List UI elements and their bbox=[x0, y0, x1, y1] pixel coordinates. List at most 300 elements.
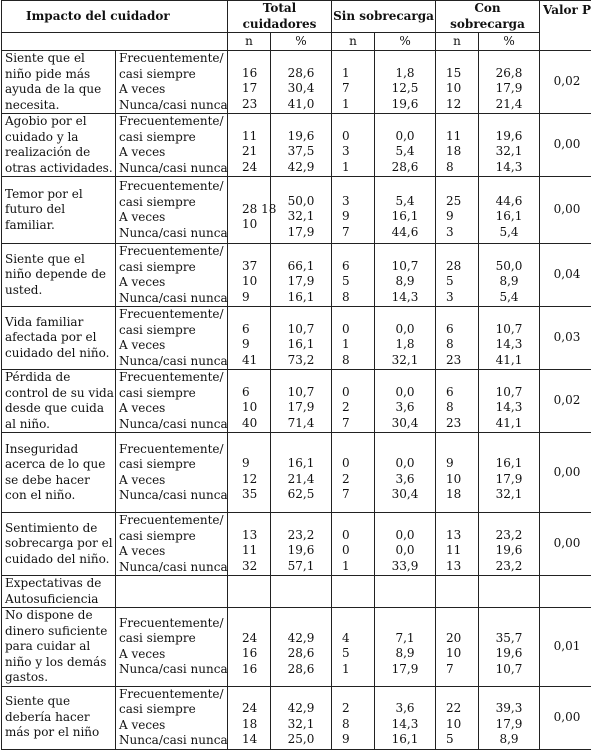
total-n-value: 13 bbox=[242, 527, 258, 542]
p-value: 0,00 bbox=[540, 513, 591, 576]
sin-n-value: 8 bbox=[342, 716, 350, 731]
con-pct-value: 14,3 bbox=[495, 159, 523, 174]
response-option: Frecuentemente/ bbox=[119, 370, 224, 384]
total-pct bbox=[271, 370, 332, 433]
p-value: 0,04 bbox=[540, 244, 591, 307]
sin-n-value: 1 bbox=[342, 337, 350, 352]
con-n-value: 28 bbox=[446, 258, 462, 273]
response-option: Frecuentemente/ bbox=[119, 513, 224, 527]
total-n-value: 14 bbox=[242, 732, 258, 747]
header-sin: Sin sobrecarga bbox=[332, 1, 436, 33]
table-row bbox=[2, 307, 591, 370]
sin-pct-value: 19,6 bbox=[391, 96, 419, 111]
sin-pct-value: 5,4 bbox=[395, 193, 415, 208]
con-pct-value: 32,1 bbox=[495, 487, 523, 502]
con-n-value: 3 bbox=[446, 289, 454, 304]
con-n bbox=[436, 307, 479, 370]
total-n-value: 9 bbox=[242, 456, 250, 471]
con-pct-value: 8,9 bbox=[499, 274, 519, 289]
total-pct bbox=[271, 244, 332, 307]
header-n: n bbox=[436, 33, 479, 51]
sin-pct-value: 30,4 bbox=[391, 487, 419, 502]
total-n-value: 16 bbox=[242, 646, 258, 660]
con-pct bbox=[479, 244, 540, 307]
response-option: casi siempre bbox=[119, 66, 196, 81]
sin-pct-value: 1,8 bbox=[395, 65, 415, 80]
response-option: A veces bbox=[119, 472, 166, 487]
con-n-value: 13 bbox=[446, 558, 462, 573]
total-pct-value: 50,0 bbox=[287, 193, 315, 208]
con-pct-value: 19,6 bbox=[495, 128, 523, 143]
sin-pct-value: 1,8 bbox=[395, 337, 415, 352]
total-pct-value: 28,6 bbox=[287, 646, 315, 660]
sin-pct bbox=[375, 177, 436, 244]
sin-n-value: 6 bbox=[342, 258, 350, 273]
sin-n-value: 0 bbox=[342, 128, 350, 143]
response-option: A veces bbox=[119, 145, 166, 159]
con-pct-value: 32,1 bbox=[495, 144, 523, 159]
section-label: Expectativas de Autosuficiencia bbox=[2, 576, 116, 608]
total-n-value: 35 bbox=[242, 487, 258, 502]
total-n bbox=[228, 114, 271, 177]
con-n bbox=[436, 433, 479, 513]
con-n-value: 23 bbox=[446, 352, 462, 367]
sin-n bbox=[332, 608, 375, 687]
sin-n-value: 2 bbox=[342, 400, 350, 415]
con-pct bbox=[479, 114, 540, 177]
table-row bbox=[2, 51, 591, 114]
table-row bbox=[2, 608, 591, 687]
sin-n-value: 0 bbox=[342, 543, 350, 558]
response-option: Nunca/casi nunca bbox=[119, 662, 228, 677]
total-pct-value: 32,1 bbox=[287, 209, 315, 224]
sin-pct bbox=[375, 114, 436, 177]
con-pct-value: 50,0 bbox=[495, 258, 523, 273]
sin-n-value: 0 bbox=[342, 456, 350, 471]
total-n-value: 24 bbox=[242, 630, 258, 645]
table-body bbox=[2, 51, 591, 750]
sin-pct-value: 14,3 bbox=[391, 716, 419, 731]
con-pct bbox=[479, 370, 540, 433]
response-option: Nunca/casi nunca bbox=[119, 225, 228, 240]
sin-n-value: 7 bbox=[342, 224, 350, 239]
con-n bbox=[436, 244, 479, 307]
response-option: Frecuentemente/ bbox=[119, 307, 224, 321]
con-pct-value: 44,6 bbox=[495, 193, 523, 208]
sin-pct-value: 5,4 bbox=[395, 144, 415, 159]
con-n-value: 22 bbox=[446, 701, 462, 716]
response-option: Frecuentemente/ bbox=[119, 441, 224, 456]
response-option: A veces bbox=[119, 401, 166, 415]
total-pct-value: 28,6 bbox=[287, 65, 315, 80]
con-n-value: 12 bbox=[446, 96, 462, 111]
con-pct-value: 39,3 bbox=[495, 701, 523, 716]
sin-pct-value: 32,1 bbox=[391, 352, 419, 367]
sin-pct-value: 3,6 bbox=[395, 400, 415, 415]
header-n: n bbox=[228, 33, 271, 51]
total-n-value: 41 bbox=[242, 352, 258, 367]
response-options bbox=[116, 513, 228, 576]
con-pct bbox=[479, 177, 540, 244]
total-pct bbox=[271, 608, 332, 687]
total-pct-value: 73,2 bbox=[287, 352, 315, 367]
sin-n-value: 2 bbox=[342, 471, 350, 486]
response-options bbox=[116, 686, 228, 749]
sin-n-value: 7 bbox=[342, 487, 350, 502]
sin-n-value: 1 bbox=[342, 661, 350, 676]
response-option: Frecuentemente/ bbox=[119, 51, 224, 65]
total-n-value: 6 bbox=[242, 384, 250, 399]
response-option: casi siempre bbox=[119, 259, 196, 274]
con-pct-value: 41,1 bbox=[495, 415, 523, 430]
total-n-value: 12 bbox=[242, 471, 258, 486]
total-pct-value: 23,2 bbox=[287, 527, 315, 542]
total-pct-value: 42,9 bbox=[287, 159, 315, 174]
response-option: casi siempre bbox=[119, 631, 196, 646]
header-valor-p: Valor P bbox=[540, 1, 591, 51]
response-option: casi siempre bbox=[119, 322, 196, 337]
con-pct-value: 5,4 bbox=[499, 224, 519, 239]
sin-pct-value: 0,0 bbox=[395, 384, 415, 399]
response-options bbox=[116, 608, 228, 687]
con-pct-value: 14,3 bbox=[495, 337, 523, 352]
sin-n bbox=[332, 51, 375, 114]
response-option: Nunca/casi nunca bbox=[119, 733, 228, 747]
con-pct bbox=[479, 686, 540, 749]
sin-n-value: 5 bbox=[342, 274, 350, 289]
sin-n-value: 9 bbox=[342, 732, 350, 747]
response-option: Nunca/casi nunca bbox=[119, 488, 228, 502]
table-row bbox=[2, 177, 591, 244]
con-n-value: 18 bbox=[446, 487, 462, 502]
con-n-value: 18 bbox=[446, 144, 462, 159]
sin-pct-value: 10,7 bbox=[391, 258, 419, 273]
total-pct-value: 19,6 bbox=[287, 543, 315, 558]
con-n-value: 13 bbox=[446, 527, 462, 542]
response-option: casi siempre bbox=[119, 129, 196, 144]
con-pct-value: 16,1 bbox=[495, 456, 523, 471]
sin-pct-value: 8,9 bbox=[395, 274, 415, 289]
con-pct-value: 35,7 bbox=[495, 630, 523, 645]
total-pct-value: 16,1 bbox=[287, 456, 315, 471]
table-row bbox=[2, 576, 591, 608]
con-n-value: 9 bbox=[446, 209, 454, 224]
p-value: 0,00 bbox=[540, 114, 591, 177]
sin-pct-value: 14,3 bbox=[391, 289, 419, 304]
impact-item: No dispone de dinero suficiente para cuidar al niño y los demás gastos. bbox=[2, 608, 116, 687]
con-pct-value: 10,7 bbox=[495, 321, 523, 336]
response-option: casi siempre bbox=[119, 385, 196, 400]
sin-pct-value: 17,9 bbox=[391, 661, 419, 676]
p-value: 0,01 bbox=[540, 608, 591, 687]
sin-n-value: 0 bbox=[342, 321, 350, 336]
con-n-value: 6 bbox=[446, 384, 454, 399]
con-pct-value: 14,3 bbox=[495, 400, 523, 415]
total-n bbox=[228, 51, 271, 114]
total-pct bbox=[271, 686, 332, 749]
con-n bbox=[436, 114, 479, 177]
sin-n-value: 7 bbox=[342, 81, 350, 96]
sin-n bbox=[332, 370, 375, 433]
con-pct-value: 19,6 bbox=[495, 646, 523, 660]
con-n bbox=[436, 370, 479, 433]
header-n: n bbox=[332, 33, 375, 51]
response-options bbox=[116, 177, 228, 244]
con-pct-value: 17,9 bbox=[495, 471, 523, 486]
con-pct-value: 17,9 bbox=[495, 81, 523, 96]
con-pct-value: 8,9 bbox=[499, 732, 519, 747]
header-pct: % bbox=[375, 33, 436, 51]
sin-n-value: 5 bbox=[342, 646, 350, 660]
sin-n-value: 3 bbox=[342, 193, 350, 208]
total-n-value: 24 bbox=[242, 701, 258, 716]
total-pct-value: 66,1 bbox=[287, 258, 315, 273]
con-n bbox=[436, 686, 479, 749]
con-n-value: 15 bbox=[446, 65, 462, 80]
total-n-value: 9 bbox=[242, 289, 250, 304]
p-value: 0,00 bbox=[540, 686, 591, 749]
con-n-value: 20 bbox=[446, 630, 462, 645]
con-n-value: 11 bbox=[446, 543, 462, 558]
con-n-value: 5 bbox=[446, 732, 454, 747]
total-pct bbox=[271, 114, 332, 177]
con-pct-value: 10,7 bbox=[495, 384, 523, 399]
total-n bbox=[228, 307, 271, 370]
con-n-value: 8 bbox=[446, 159, 454, 174]
sin-n-value: 8 bbox=[342, 289, 350, 304]
total-n-value: 10 bbox=[242, 400, 258, 415]
caregiver-impact-table bbox=[1, 0, 591, 750]
sin-pct-value: 12,5 bbox=[391, 81, 419, 96]
sin-n bbox=[332, 307, 375, 370]
con-n bbox=[436, 51, 479, 114]
response-options bbox=[116, 244, 228, 307]
impact-item: Siente que el niño depende de usted. bbox=[2, 244, 116, 307]
con-n-value: 3 bbox=[446, 224, 454, 239]
table-row bbox=[2, 513, 591, 576]
response-option: Nunca/casi nunca bbox=[119, 97, 228, 112]
impact-item: Sentimiento de sobrecarga por el cuidado del niño. bbox=[2, 513, 116, 576]
sin-pct-value: 0,0 bbox=[395, 543, 415, 558]
response-option: Frecuentemente/ bbox=[119, 114, 224, 128]
sin-pct bbox=[375, 513, 436, 576]
response-option: casi siempre bbox=[119, 528, 196, 543]
response-option: casi siempre bbox=[119, 457, 196, 471]
total-n-value: 11 bbox=[242, 128, 258, 143]
sin-pct bbox=[375, 686, 436, 749]
empty-cell bbox=[479, 576, 540, 608]
con-pct-value: 23,2 bbox=[495, 558, 523, 573]
total-n bbox=[228, 177, 277, 244]
con-n-value: 10 bbox=[446, 471, 462, 486]
table-row bbox=[2, 114, 591, 177]
sin-n bbox=[332, 433, 375, 513]
con-n-value: 11 bbox=[446, 128, 462, 143]
total-n bbox=[228, 244, 271, 307]
sin-pct-value: 44,6 bbox=[391, 224, 419, 239]
response-option: Frecuentemente/ bbox=[119, 179, 224, 193]
con-pct-value: 21,4 bbox=[495, 96, 523, 111]
response-option: Frecuentemente/ bbox=[119, 615, 224, 630]
sin-pct-value: 16,1 bbox=[391, 732, 419, 747]
impact-item: Siente que el niño pide más ayuda de la que necesita. bbox=[2, 51, 116, 114]
impact-item: Agobio por el cuidado y la realización de otras actividades. bbox=[2, 114, 116, 177]
total-pct-value: 42,9 bbox=[287, 630, 315, 645]
total-pct-value: 42,9 bbox=[287, 701, 315, 716]
con-pct-value: 19,6 bbox=[495, 543, 523, 558]
con-pct-value: 16,1 bbox=[495, 209, 523, 224]
total-n-value: 9 bbox=[242, 337, 250, 352]
sin-n bbox=[332, 177, 375, 244]
total-pct bbox=[271, 51, 332, 114]
sin-n-value: 4 bbox=[342, 630, 350, 645]
sin-n-value: 1 bbox=[342, 65, 350, 80]
con-n-value: 9 bbox=[446, 456, 454, 471]
sin-n bbox=[332, 513, 375, 576]
total-pct bbox=[271, 307, 332, 370]
total-pct-value: 32,1 bbox=[287, 716, 315, 731]
total-n-value: 23 bbox=[242, 96, 258, 111]
total-pct-value: 19,6 bbox=[287, 128, 315, 143]
total-pct-value: 10,7 bbox=[287, 384, 315, 399]
response-option: A veces bbox=[119, 338, 166, 352]
sin-pct-value: 28,6 bbox=[391, 159, 419, 174]
sin-n-value: 7 bbox=[342, 415, 350, 430]
con-pct-value: 10,7 bbox=[495, 661, 523, 676]
total-pct-value: 62,5 bbox=[287, 487, 315, 502]
total-pct-value: 37,5 bbox=[287, 144, 315, 159]
sin-n-value: 0 bbox=[342, 527, 350, 542]
total-n-value: 18 bbox=[242, 716, 258, 731]
total-n-value: 28 18 bbox=[242, 201, 277, 216]
total-pct-value: 25,0 bbox=[287, 732, 315, 747]
response-option: Nunca/casi nunca bbox=[119, 290, 228, 305]
sin-pct bbox=[375, 244, 436, 307]
con-n-value: 10 bbox=[446, 646, 462, 660]
con-n bbox=[436, 513, 479, 576]
con-n-value: 5 bbox=[446, 274, 454, 289]
sin-pct bbox=[375, 608, 436, 687]
con-pct-value: 23,2 bbox=[495, 527, 523, 542]
con-n bbox=[436, 608, 479, 687]
sin-pct-value: 0,0 bbox=[395, 128, 415, 143]
sin-pct bbox=[375, 433, 436, 513]
total-n-value: 32 bbox=[242, 558, 258, 573]
sin-pct-value: 7,1 bbox=[395, 630, 415, 645]
sin-n-value: 1 bbox=[342, 159, 350, 174]
impact-item: Siente que debería hacer más por el niño bbox=[2, 686, 116, 749]
response-option: A veces bbox=[119, 544, 166, 558]
total-n-value: 16 bbox=[242, 661, 258, 676]
con-n-value: 8 bbox=[446, 337, 454, 352]
sin-pct-value: 3,6 bbox=[395, 701, 415, 716]
response-option: casi siempre bbox=[119, 194, 196, 209]
con-pct-value: 5,4 bbox=[499, 289, 519, 304]
total-pct-value: 16,1 bbox=[287, 337, 315, 352]
response-options bbox=[116, 307, 228, 370]
sin-n bbox=[332, 114, 375, 177]
sin-n-value: 1 bbox=[342, 96, 350, 111]
p-value: 0,02 bbox=[540, 51, 591, 114]
p-value: 0,02 bbox=[540, 370, 591, 433]
sin-pct-value: 3,6 bbox=[395, 471, 415, 486]
response-option: Nunca/casi nunca bbox=[119, 416, 228, 431]
con-pct bbox=[479, 608, 540, 687]
total-pct-value: 28,6 bbox=[287, 661, 315, 676]
con-pct bbox=[479, 433, 540, 513]
impact-item: Inseguridad acerca de lo que se debe hacer con el niño. bbox=[2, 433, 116, 513]
con-pct bbox=[479, 513, 540, 576]
total-pct-value: 41,0 bbox=[287, 96, 315, 111]
header-impacto: Impacto del cuidador bbox=[2, 1, 228, 33]
total-n-value: 10 bbox=[242, 274, 258, 289]
table-row bbox=[2, 686, 591, 749]
sin-n-value: 8 bbox=[342, 352, 350, 367]
response-option: Nunca/casi nunca bbox=[119, 353, 228, 368]
sin-n-value: 9 bbox=[342, 209, 350, 224]
sin-pct-value: 0,0 bbox=[395, 321, 415, 336]
total-pct-value: 57,1 bbox=[287, 558, 315, 573]
total-pct-value: 21,4 bbox=[287, 471, 315, 486]
con-pct bbox=[479, 307, 540, 370]
total-n-value: 24 bbox=[242, 159, 258, 174]
total-n-value: 21 bbox=[242, 144, 258, 159]
empty-cell bbox=[375, 576, 436, 608]
total-n-value: 16 bbox=[242, 65, 258, 80]
empty-cell bbox=[116, 576, 228, 608]
header-con: Con sobrecarga bbox=[436, 1, 540, 33]
total-n-value: 6 bbox=[242, 321, 250, 336]
response-option: A veces bbox=[119, 646, 166, 661]
header-pct: % bbox=[271, 33, 332, 51]
empty-cell bbox=[271, 576, 332, 608]
sin-n bbox=[332, 244, 375, 307]
response-options bbox=[116, 51, 228, 114]
total-n-value: 11 bbox=[242, 543, 258, 558]
con-n-value: 23 bbox=[446, 415, 462, 430]
sin-n-value: 0 bbox=[342, 384, 350, 399]
response-options bbox=[116, 433, 228, 513]
sin-n-value: 3 bbox=[342, 144, 350, 159]
total-n-value: 37 bbox=[242, 258, 258, 273]
con-pct-value: 41,1 bbox=[495, 352, 523, 367]
con-n bbox=[436, 177, 479, 244]
sin-n bbox=[332, 686, 375, 749]
con-pct bbox=[479, 51, 540, 114]
empty-cell bbox=[332, 576, 375, 608]
sin-pct-value: 30,4 bbox=[391, 415, 419, 430]
sin-n-value: 2 bbox=[342, 701, 350, 716]
con-pct-value: 26,8 bbox=[495, 65, 523, 80]
con-pct-value: 17,9 bbox=[495, 716, 523, 731]
response-options bbox=[116, 370, 228, 433]
impact-item: Temor por el futuro del familiar. bbox=[2, 177, 116, 244]
total-pct-value: 71,4 bbox=[287, 415, 315, 430]
total-n bbox=[228, 686, 271, 749]
total-n bbox=[228, 608, 271, 687]
total-pct-value: 30,4 bbox=[287, 81, 315, 96]
con-n-value: 10 bbox=[446, 81, 462, 96]
total-pct-value: 17,9 bbox=[287, 400, 315, 415]
con-n-value: 8 bbox=[446, 400, 454, 415]
con-n-value: 10 bbox=[446, 716, 462, 731]
response-options bbox=[116, 114, 228, 177]
table-row bbox=[2, 244, 591, 307]
empty-cell bbox=[436, 576, 479, 608]
response-option: Nunca/casi nunca bbox=[119, 559, 228, 574]
sin-pct bbox=[375, 370, 436, 433]
response-option: A veces bbox=[119, 210, 166, 224]
